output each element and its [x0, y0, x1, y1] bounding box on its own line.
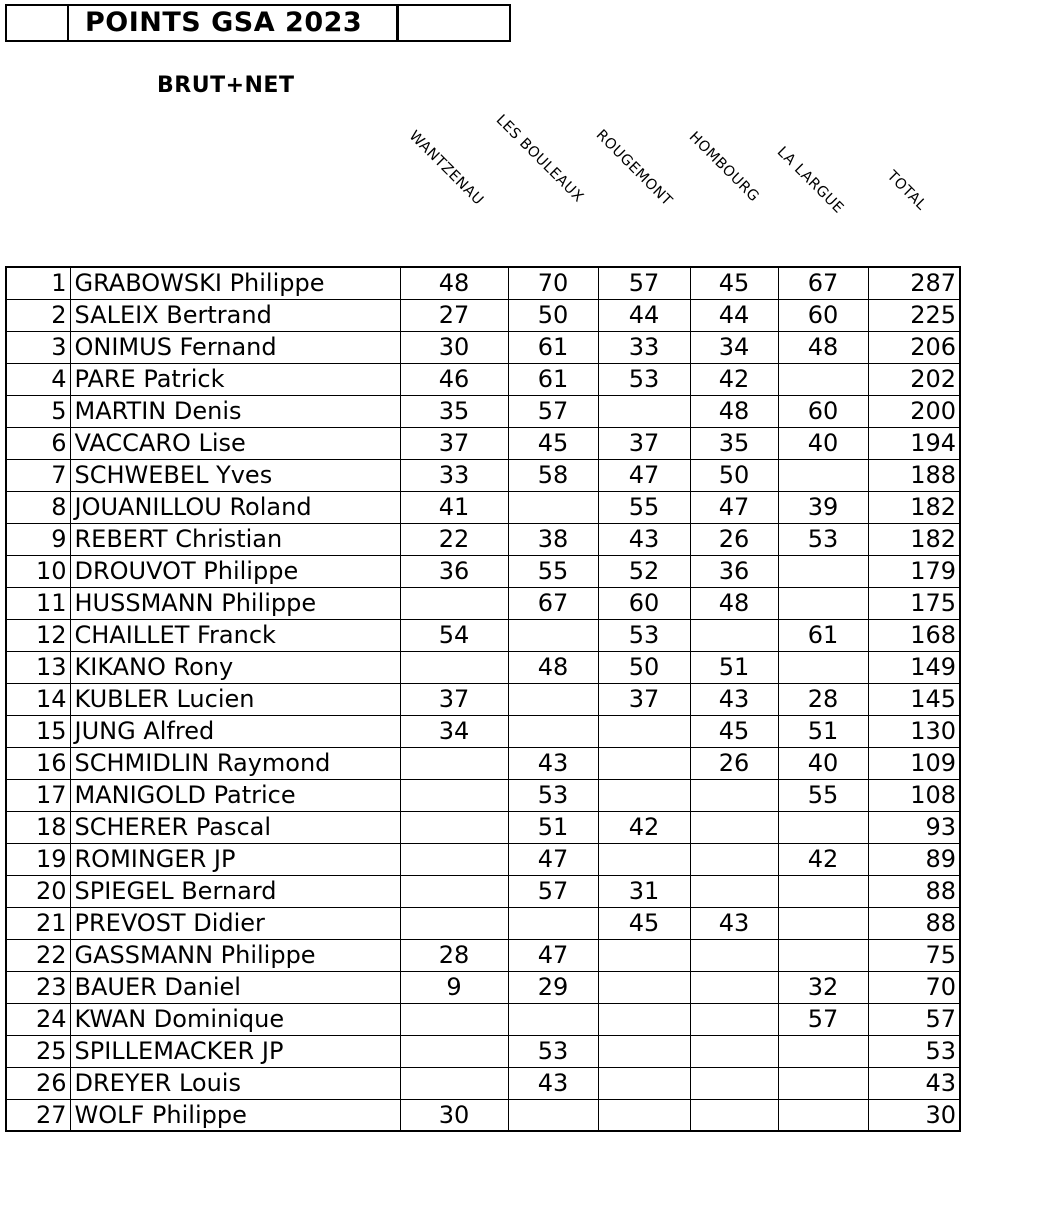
score-cell: 28: [400, 939, 508, 971]
score-cell: 48: [400, 267, 508, 299]
total-cell: 188: [868, 459, 960, 491]
score-cell: [778, 555, 868, 587]
score-cell: [400, 1067, 508, 1099]
rank-cell: 14: [6, 683, 70, 715]
column-header-wantzenau: WANTZENAU: [405, 128, 487, 209]
player-name-cell: VACCARO Lise: [70, 427, 400, 459]
score-cell: [508, 491, 598, 523]
rank-cell: 17: [6, 779, 70, 811]
score-cell: [508, 907, 598, 939]
score-cell: 37: [598, 683, 690, 715]
total-cell: 149: [868, 651, 960, 683]
score-cell: 57: [508, 395, 598, 427]
rank-cell: 4: [6, 363, 70, 395]
table-row: [6, 747, 960, 779]
score-cell: [778, 907, 868, 939]
score-cell: 37: [400, 427, 508, 459]
score-cell: [778, 875, 868, 907]
score-cell: [690, 939, 778, 971]
score-cell: 48: [508, 651, 598, 683]
score-cell: 45: [690, 715, 778, 747]
table-row: [6, 1003, 960, 1035]
total-cell: 75: [868, 939, 960, 971]
score-cell: 50: [598, 651, 690, 683]
player-name-cell: ONIMUS Fernand: [70, 331, 400, 363]
score-cell: [508, 683, 598, 715]
score-cell: [400, 651, 508, 683]
subtitle: BRUT+NET: [157, 73, 295, 98]
score-cell: 9: [400, 971, 508, 1003]
score-cell: [690, 619, 778, 651]
score-cell: [778, 939, 868, 971]
score-cell: 70: [508, 267, 598, 299]
score-cell: 57: [778, 1003, 868, 1035]
rank-cell: 5: [6, 395, 70, 427]
total-cell: 43: [868, 1067, 960, 1099]
score-cell: [400, 779, 508, 811]
score-cell: 34: [690, 331, 778, 363]
total-cell: 179: [868, 555, 960, 587]
table-row: [6, 299, 960, 331]
total-cell: 109: [868, 747, 960, 779]
rank-cell: 25: [6, 1035, 70, 1067]
total-cell: 194: [868, 427, 960, 459]
score-cell: 22: [400, 523, 508, 555]
score-cell: 57: [598, 267, 690, 299]
score-cell: 48: [690, 587, 778, 619]
total-cell: 108: [868, 779, 960, 811]
total-cell: 53: [868, 1035, 960, 1067]
score-cell: 36: [690, 555, 778, 587]
title-bar: [5, 4, 511, 40]
score-cell: 43: [690, 907, 778, 939]
score-cell: [690, 971, 778, 1003]
total-cell: 93: [868, 811, 960, 843]
total-cell: 206: [868, 331, 960, 363]
score-cell: 44: [690, 299, 778, 331]
rank-cell: 8: [6, 491, 70, 523]
rank-cell: 15: [6, 715, 70, 747]
title-left-cell: [5, 4, 69, 42]
player-name-cell: SCHERER Pascal: [70, 811, 400, 843]
table-row: [6, 875, 960, 907]
score-cell: 26: [690, 747, 778, 779]
score-cell: 33: [400, 459, 508, 491]
page-title: POINTS GSA 2023: [69, 4, 399, 42]
total-cell: 200: [868, 395, 960, 427]
score-cell: [598, 1035, 690, 1067]
score-cell: 53: [508, 779, 598, 811]
rank-cell: 23: [6, 971, 70, 1003]
player-name-cell: BAUER Daniel: [70, 971, 400, 1003]
table-row: [6, 459, 960, 491]
score-cell: 58: [508, 459, 598, 491]
score-cell: [690, 1003, 778, 1035]
table-row: [6, 1067, 960, 1099]
table-row: [6, 811, 960, 843]
score-cell: 41: [400, 491, 508, 523]
column-header-total: TOTAL: [883, 168, 930, 214]
score-cell: [598, 395, 690, 427]
score-cell: [778, 587, 868, 619]
player-name-cell: SPILLEMACKER JP: [70, 1035, 400, 1067]
score-cell: 42: [778, 843, 868, 875]
player-name-cell: DREYER Louis: [70, 1067, 400, 1099]
player-name-cell: MANIGOLD Patrice: [70, 779, 400, 811]
score-cell: [400, 747, 508, 779]
title-right-cell: [399, 4, 511, 42]
table-row: [6, 939, 960, 971]
score-cell: 36: [400, 555, 508, 587]
table-row: [6, 715, 960, 747]
table-row: [6, 363, 960, 395]
total-cell: 182: [868, 523, 960, 555]
score-cell: [690, 811, 778, 843]
score-cell: 40: [778, 747, 868, 779]
player-name-cell: WOLF Philippe: [70, 1099, 400, 1131]
player-name-cell: REBERT Christian: [70, 523, 400, 555]
score-cell: [400, 843, 508, 875]
score-cell: 40: [778, 427, 868, 459]
score-cell: 34: [400, 715, 508, 747]
column-header-les-bouleaux: LES BOULEAUX: [492, 112, 587, 206]
total-cell: 88: [868, 907, 960, 939]
score-cell: 51: [690, 651, 778, 683]
column-header-la-largue: LA LARGUE: [773, 144, 847, 217]
score-cell: 30: [400, 1099, 508, 1131]
score-cell: 26: [690, 523, 778, 555]
rank-cell: 11: [6, 587, 70, 619]
score-cell: [778, 651, 868, 683]
score-cell: [400, 1003, 508, 1035]
score-cell: 46: [400, 363, 508, 395]
score-cell: 51: [778, 715, 868, 747]
player-name-cell: SALEIX Bertrand: [70, 299, 400, 331]
player-name-cell: DROUVOT Philippe: [70, 555, 400, 587]
table-row: [6, 683, 960, 715]
score-cell: 43: [508, 747, 598, 779]
score-cell: 55: [778, 779, 868, 811]
table-row: [6, 267, 960, 299]
rank-cell: 7: [6, 459, 70, 491]
total-cell: 57: [868, 1003, 960, 1035]
score-cell: [598, 1099, 690, 1131]
score-cell: 42: [690, 363, 778, 395]
table-row: [6, 555, 960, 587]
score-cell: 53: [598, 619, 690, 651]
score-cell: 43: [508, 1067, 598, 1099]
score-cell: 30: [400, 331, 508, 363]
score-cell: 61: [508, 331, 598, 363]
table-row: [6, 427, 960, 459]
score-cell: 27: [400, 299, 508, 331]
score-cell: [690, 779, 778, 811]
score-cell: 28: [778, 683, 868, 715]
score-cell: [598, 1003, 690, 1035]
score-cell: 67: [508, 587, 598, 619]
total-cell: 70: [868, 971, 960, 1003]
player-name-cell: HUSSMANN Philippe: [70, 587, 400, 619]
score-cell: [400, 811, 508, 843]
score-cell: [508, 1003, 598, 1035]
score-cell: 42: [598, 811, 690, 843]
score-cell: 29: [508, 971, 598, 1003]
ranking-table: [5, 266, 961, 1132]
rank-cell: 3: [6, 331, 70, 363]
score-cell: [690, 843, 778, 875]
total-cell: 130: [868, 715, 960, 747]
score-cell: [778, 1067, 868, 1099]
score-cell: 37: [400, 683, 508, 715]
score-cell: 45: [690, 267, 778, 299]
player-name-cell: PREVOST Didier: [70, 907, 400, 939]
rank-cell: 27: [6, 1099, 70, 1131]
score-cell: [598, 843, 690, 875]
score-cell: 38: [508, 523, 598, 555]
player-name-cell: KIKANO Rony: [70, 651, 400, 683]
score-cell: [508, 1099, 598, 1131]
rank-cell: 24: [6, 1003, 70, 1035]
score-cell: 61: [508, 363, 598, 395]
player-name-cell: SCHMIDLIN Raymond: [70, 747, 400, 779]
player-name-cell: GASSMANN Philippe: [70, 939, 400, 971]
table-row: [6, 1035, 960, 1067]
total-cell: 175: [868, 587, 960, 619]
score-cell: 47: [690, 491, 778, 523]
table-row: [6, 907, 960, 939]
rank-cell: 12: [6, 619, 70, 651]
table-row: [6, 619, 960, 651]
score-cell: [690, 1067, 778, 1099]
player-name-cell: MARTIN Denis: [70, 395, 400, 427]
player-name-cell: KUBLER Lucien: [70, 683, 400, 715]
rank-cell: 16: [6, 747, 70, 779]
total-cell: 182: [868, 491, 960, 523]
table-row: [6, 843, 960, 875]
score-cell: 47: [598, 459, 690, 491]
score-cell: 60: [778, 395, 868, 427]
score-cell: [778, 1035, 868, 1067]
score-cell: 52: [598, 555, 690, 587]
column-header-rougemont: ROUGEMONT: [592, 127, 676, 210]
score-cell: 60: [598, 587, 690, 619]
score-cell: 53: [508, 1035, 598, 1067]
score-cell: [778, 363, 868, 395]
rank-cell: 26: [6, 1067, 70, 1099]
score-cell: 50: [508, 299, 598, 331]
table-row: [6, 331, 960, 363]
player-name-cell: KWAN Dominique: [70, 1003, 400, 1035]
score-cell: 45: [598, 907, 690, 939]
player-name-cell: SPIEGEL Bernard: [70, 875, 400, 907]
total-cell: 202: [868, 363, 960, 395]
score-cell: 45: [508, 427, 598, 459]
rank-cell: 19: [6, 843, 70, 875]
rank-cell: 9: [6, 523, 70, 555]
total-cell: 168: [868, 619, 960, 651]
table-row: [6, 779, 960, 811]
score-cell: 57: [508, 875, 598, 907]
score-cell: 50: [690, 459, 778, 491]
score-cell: 51: [508, 811, 598, 843]
score-cell: [598, 747, 690, 779]
player-name-cell: JUNG Alfred: [70, 715, 400, 747]
score-cell: [400, 1035, 508, 1067]
rank-cell: 1: [6, 267, 70, 299]
total-cell: 145: [868, 683, 960, 715]
score-cell: 43: [690, 683, 778, 715]
score-cell: [778, 459, 868, 491]
total-cell: 88: [868, 875, 960, 907]
score-cell: 39: [778, 491, 868, 523]
score-cell: 37: [598, 427, 690, 459]
score-cell: [598, 779, 690, 811]
score-cell: 35: [690, 427, 778, 459]
score-cell: 35: [400, 395, 508, 427]
score-cell: [508, 715, 598, 747]
score-cell: 55: [598, 491, 690, 523]
score-cell: 60: [778, 299, 868, 331]
player-name-cell: ROMINGER JP: [70, 843, 400, 875]
score-cell: [690, 1099, 778, 1131]
rank-cell: 20: [6, 875, 70, 907]
table-row: [6, 523, 960, 555]
score-cell: 47: [508, 843, 598, 875]
score-cell: 53: [778, 523, 868, 555]
rank-cell: 22: [6, 939, 70, 971]
player-name-cell: SCHWEBEL Yves: [70, 459, 400, 491]
score-cell: 48: [778, 331, 868, 363]
score-cell: [598, 715, 690, 747]
rank-cell: 10: [6, 555, 70, 587]
table-row: [6, 651, 960, 683]
score-cell: 55: [508, 555, 598, 587]
score-cell: [598, 1067, 690, 1099]
score-cell: [598, 939, 690, 971]
score-cell: [400, 875, 508, 907]
score-cell: 32: [778, 971, 868, 1003]
score-cell: 54: [400, 619, 508, 651]
score-cell: [598, 971, 690, 1003]
player-name-cell: JOUANILLOU Roland: [70, 491, 400, 523]
score-cell: [778, 1099, 868, 1131]
score-cell: [778, 811, 868, 843]
rank-cell: 2: [6, 299, 70, 331]
player-name-cell: CHAILLET Franck: [70, 619, 400, 651]
score-cell: 67: [778, 267, 868, 299]
table-row: [6, 587, 960, 619]
rank-cell: 6: [6, 427, 70, 459]
table-row: [6, 971, 960, 1003]
rank-cell: 13: [6, 651, 70, 683]
score-cell: 53: [598, 363, 690, 395]
score-cell: 31: [598, 875, 690, 907]
score-cell: 47: [508, 939, 598, 971]
score-cell: 43: [598, 523, 690, 555]
score-cell: [508, 619, 598, 651]
column-header-hombourg: HOMBOURG: [685, 129, 762, 206]
score-cell: [690, 1035, 778, 1067]
score-cell: 44: [598, 299, 690, 331]
score-cell: 33: [598, 331, 690, 363]
player-name-cell: GRABOWSKI Philippe: [70, 267, 400, 299]
score-cell: 48: [690, 395, 778, 427]
total-cell: 30: [868, 1099, 960, 1131]
rank-cell: 21: [6, 907, 70, 939]
total-cell: 287: [868, 267, 960, 299]
score-cell: [690, 875, 778, 907]
score-cell: [400, 587, 508, 619]
score-cell: 61: [778, 619, 868, 651]
table-row: [6, 395, 960, 427]
table-row: [6, 1099, 960, 1131]
table-row: [6, 491, 960, 523]
total-cell: 225: [868, 299, 960, 331]
total-cell: 89: [868, 843, 960, 875]
rank-cell: 18: [6, 811, 70, 843]
score-cell: [400, 907, 508, 939]
player-name-cell: PARE Patrick: [70, 363, 400, 395]
